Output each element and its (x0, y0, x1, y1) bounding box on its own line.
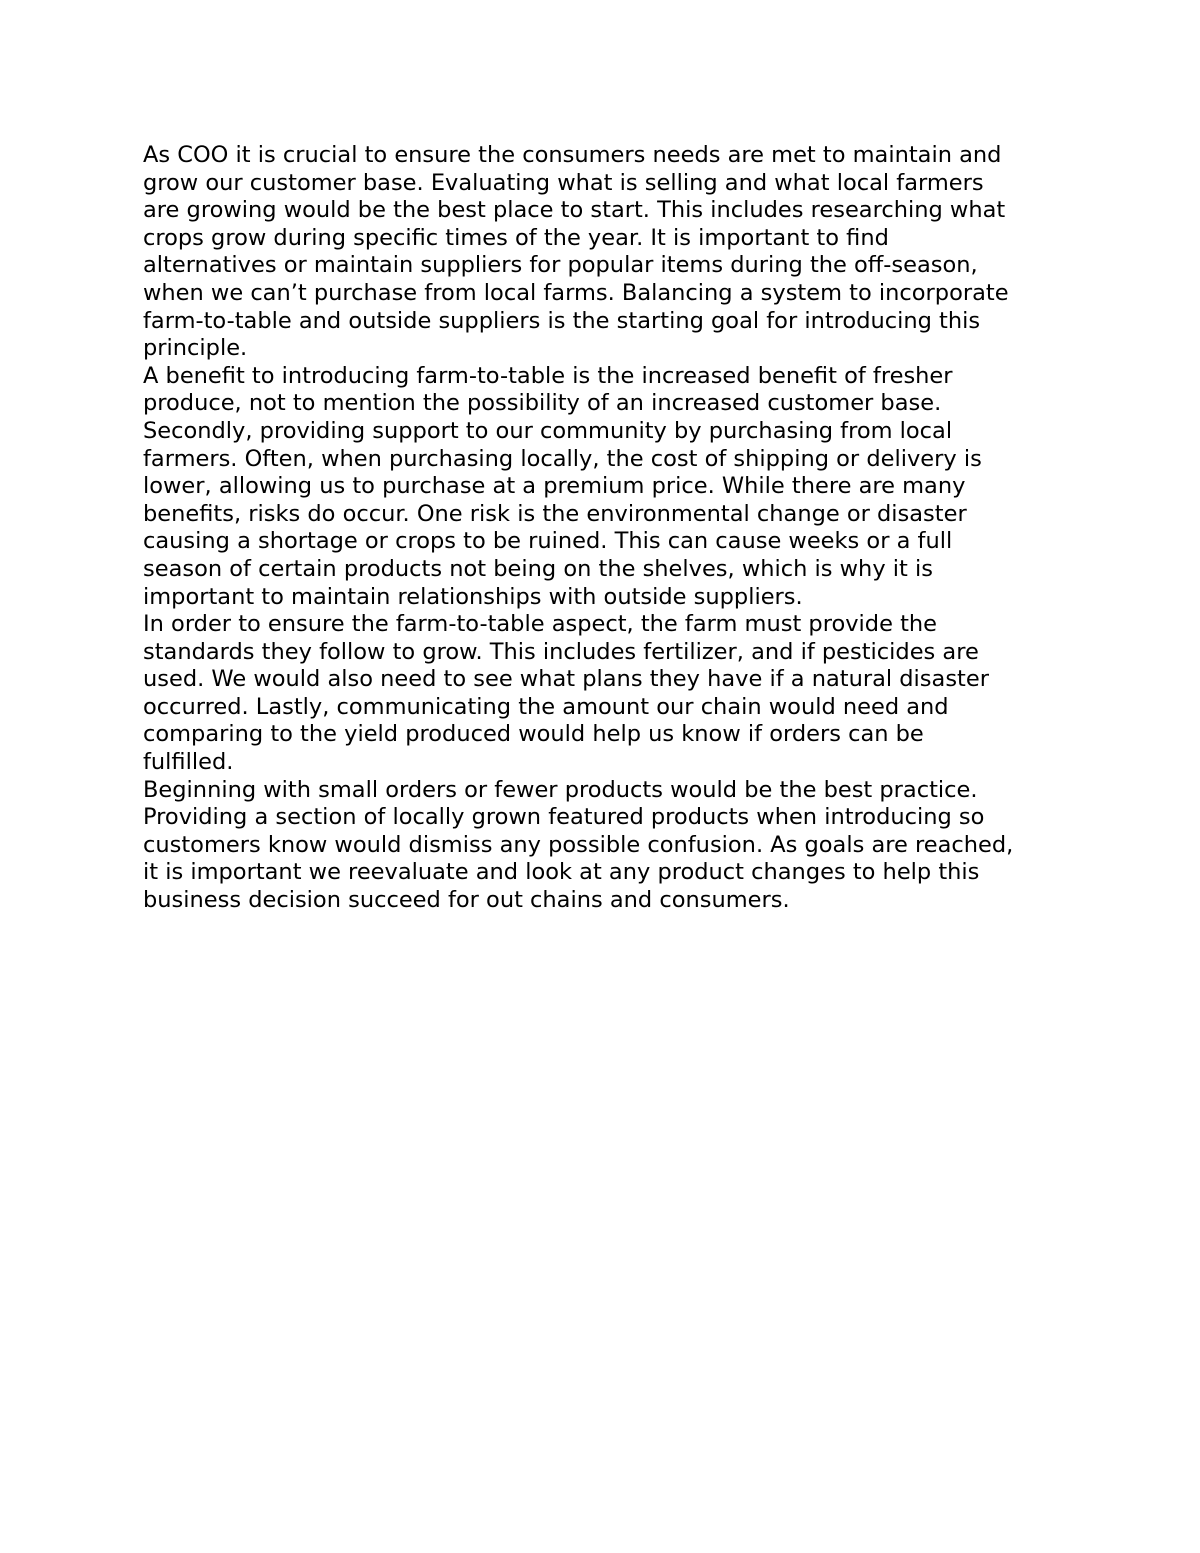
text-line: benefits, risks do occur. One risk is the environmental change or disaster (143, 500, 967, 527)
text-line: important to maintain relationships with outside suppliers. (143, 583, 803, 610)
text-line: business decision succeed for out chains and consumers. (143, 887, 790, 914)
text-line: comparing to the yield produced would help us know if orders can be (143, 721, 924, 748)
text-line: A benefit to introducing farm-to-table is the increased benefit of fresher (143, 362, 953, 389)
text-line: farm-to-table and outside suppliers is the starting goal for introducing this (143, 307, 981, 334)
text-line: grow our customer base. Evaluating what is selling and what local farmers (143, 169, 984, 196)
text-line: As COO it is crucial to ensure the consumers needs are met to maintain and (143, 142, 1002, 168)
text-line: crops grow during specific times of the year. It is important to find (143, 224, 889, 251)
text-line: farmers. Often, when purchasing locally, the cost of shipping or delivery is (143, 445, 982, 472)
text-line: Secondly, providing support to our community by purchasing from local (143, 417, 953, 444)
text-line: used. We would also need to see what plans they have if a natural disaster (143, 666, 989, 693)
text-line: when we can’t purchase from local farms. Balancing a system to incorporate (143, 279, 1009, 306)
text-line: In order to ensure the farm-to-table aspect, the farm must provide the (143, 611, 938, 638)
text-line: Beginning with small orders or fewer products would be the best practice. (143, 776, 978, 803)
text-line: principle. (143, 335, 248, 362)
text-line: Providing a section of locally grown featured products when introducing so (143, 804, 985, 831)
text-line: occurred. Lastly, communicating the amount our chain would need and (143, 693, 949, 720)
document-body (143, 142, 1073, 915)
text-line: lower, allowing us to purchase at a premium price. While there are many (143, 473, 966, 500)
text-line: causing a shortage or crops to be ruined. This can cause weeks or a full (143, 528, 953, 555)
text-line: alternatives or maintain suppliers for popular items during the off-season, (143, 252, 978, 279)
text-line: season of certain products not being on the shelves, which is why it is (143, 555, 933, 582)
text-line: produce, not to mention the possibility of an increased customer base. (143, 390, 942, 417)
text-line: it is important we reevaluate and look at any product changes to help this (143, 859, 980, 886)
text-line: customers know would dismiss any possible confusion. As goals are reached, (143, 831, 1014, 858)
text-line: are growing would be the best place to start. This includes researching what (143, 197, 1006, 224)
text-line: fulfilled. (143, 749, 234, 776)
text-line: standards they follow to grow. This includes fertilizer, and if pesticides are (143, 638, 979, 665)
